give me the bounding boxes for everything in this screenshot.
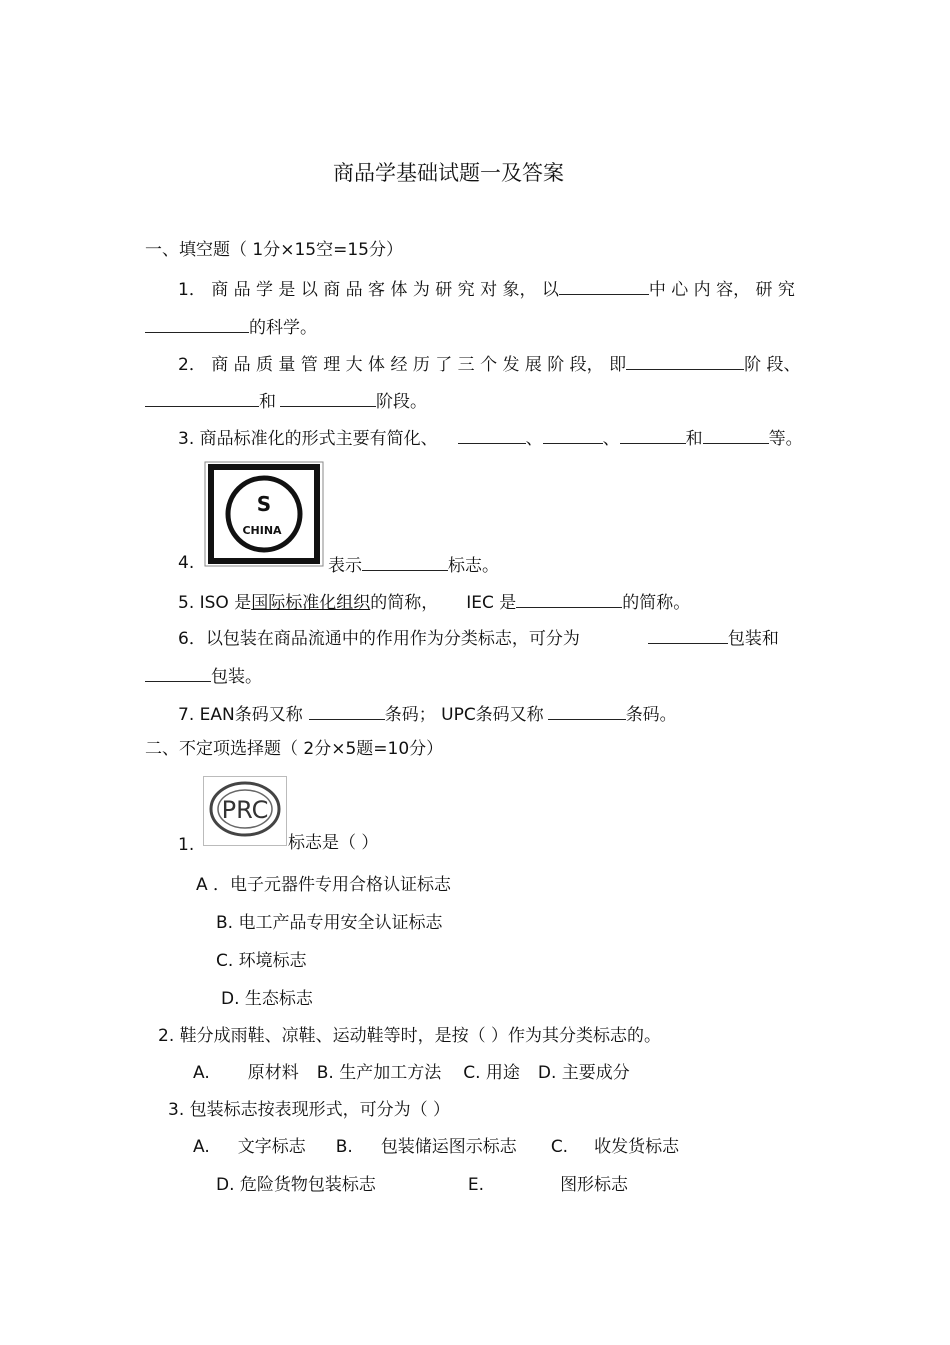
- blank: [309, 702, 385, 720]
- blank: [620, 426, 686, 444]
- blank: [559, 277, 649, 295]
- page-title: 商品学基础试题一及答案: [333, 161, 564, 185]
- question-4-text: 表示 标志。: [328, 553, 499, 576]
- blank: [362, 553, 448, 571]
- blank: [145, 315, 249, 333]
- section1-heading: 一、填空题（ 1分×15空=15分）: [145, 240, 403, 260]
- prc-logo-text: PRC: [221, 796, 269, 824]
- blank: [145, 664, 211, 682]
- blank: [145, 389, 259, 407]
- question-5: 5. ISO 是国际标准化组织的简称， IEC 是 的简称。: [178, 590, 690, 613]
- mc-question-1-option-a: A ．电子元器件专用合格认证标志: [196, 875, 452, 895]
- china-standard-logo-graphic: [204, 461, 324, 567]
- mc-question-1-option-d: D. 生态标志: [221, 989, 313, 1009]
- blank: [458, 426, 526, 444]
- logo-china-text: CHINA: [242, 524, 282, 537]
- mc-question-3-options-line1: A. 文字标志 B. 包装储运图示标志 C. 收发货标志: [193, 1137, 680, 1157]
- question-2-line1: 2． 商 品 质 量 管 理 大 体 经 历 了 三 个 发 展 阶 段， 即 阶 段、: [178, 352, 801, 375]
- question-6-line2: 包装。: [145, 664, 262, 687]
- mc-question-1-option-c: C. 环境标志: [216, 951, 307, 971]
- question-2-line2: 和 阶段。: [145, 389, 427, 412]
- mc-question-3-text: 3. 包装标志按表现形式，可分为（ ）: [168, 1100, 451, 1120]
- section2-heading: 二、不定项选择题（ 2分×5题=10分）: [145, 739, 444, 759]
- blank: [516, 590, 622, 608]
- question-3: 3. 商品标准化的形式主要有简化、 、 、 和 等。: [178, 426, 803, 449]
- question-6-line1: 6．以包装在商品流通中的作用作为分类标志，可分为 包装和: [178, 626, 779, 649]
- mc-question-1-text: 标志是（ ）: [288, 833, 379, 853]
- mc-question-2-text: 2. 鞋分成雨鞋、凉鞋、运动鞋等时，是按（ ）作为其分类标志的。: [158, 1026, 662, 1046]
- mc-question-3-options-line2: D. 危险货物包装标志 E. 图形标志: [216, 1175, 629, 1195]
- blank: [703, 426, 769, 444]
- mc-question-1-option-b: B. 电工产品专用安全认证标志: [216, 913, 443, 933]
- china-standard-logo: [204, 461, 324, 567]
- mc-question-2-options: A. 原材料 B. 生产加工方法 C. 用途 D. 主要成分: [193, 1063, 630, 1083]
- blank: [648, 626, 728, 644]
- question-4-number: 4.: [178, 553, 195, 573]
- blank: [626, 352, 744, 370]
- blank: [543, 426, 603, 444]
- prc-logo-graphic: [203, 776, 287, 846]
- mc-question-1-number: 1.: [178, 835, 195, 855]
- question-1-line1: 1． 商 品 学 是 以 商 品 客 体 为 研 究 对 象， 以 中 心 内 容， 研 究: [178, 277, 795, 300]
- question-7: 7. EAN条码又称 条码； UPC条码又称 条码。: [178, 702, 677, 725]
- question-1-line2: 的科学。: [145, 315, 317, 338]
- blank: [548, 702, 626, 720]
- blank: [280, 389, 376, 407]
- prc-logo: [203, 776, 287, 846]
- logo-s-text: S: [256, 492, 272, 516]
